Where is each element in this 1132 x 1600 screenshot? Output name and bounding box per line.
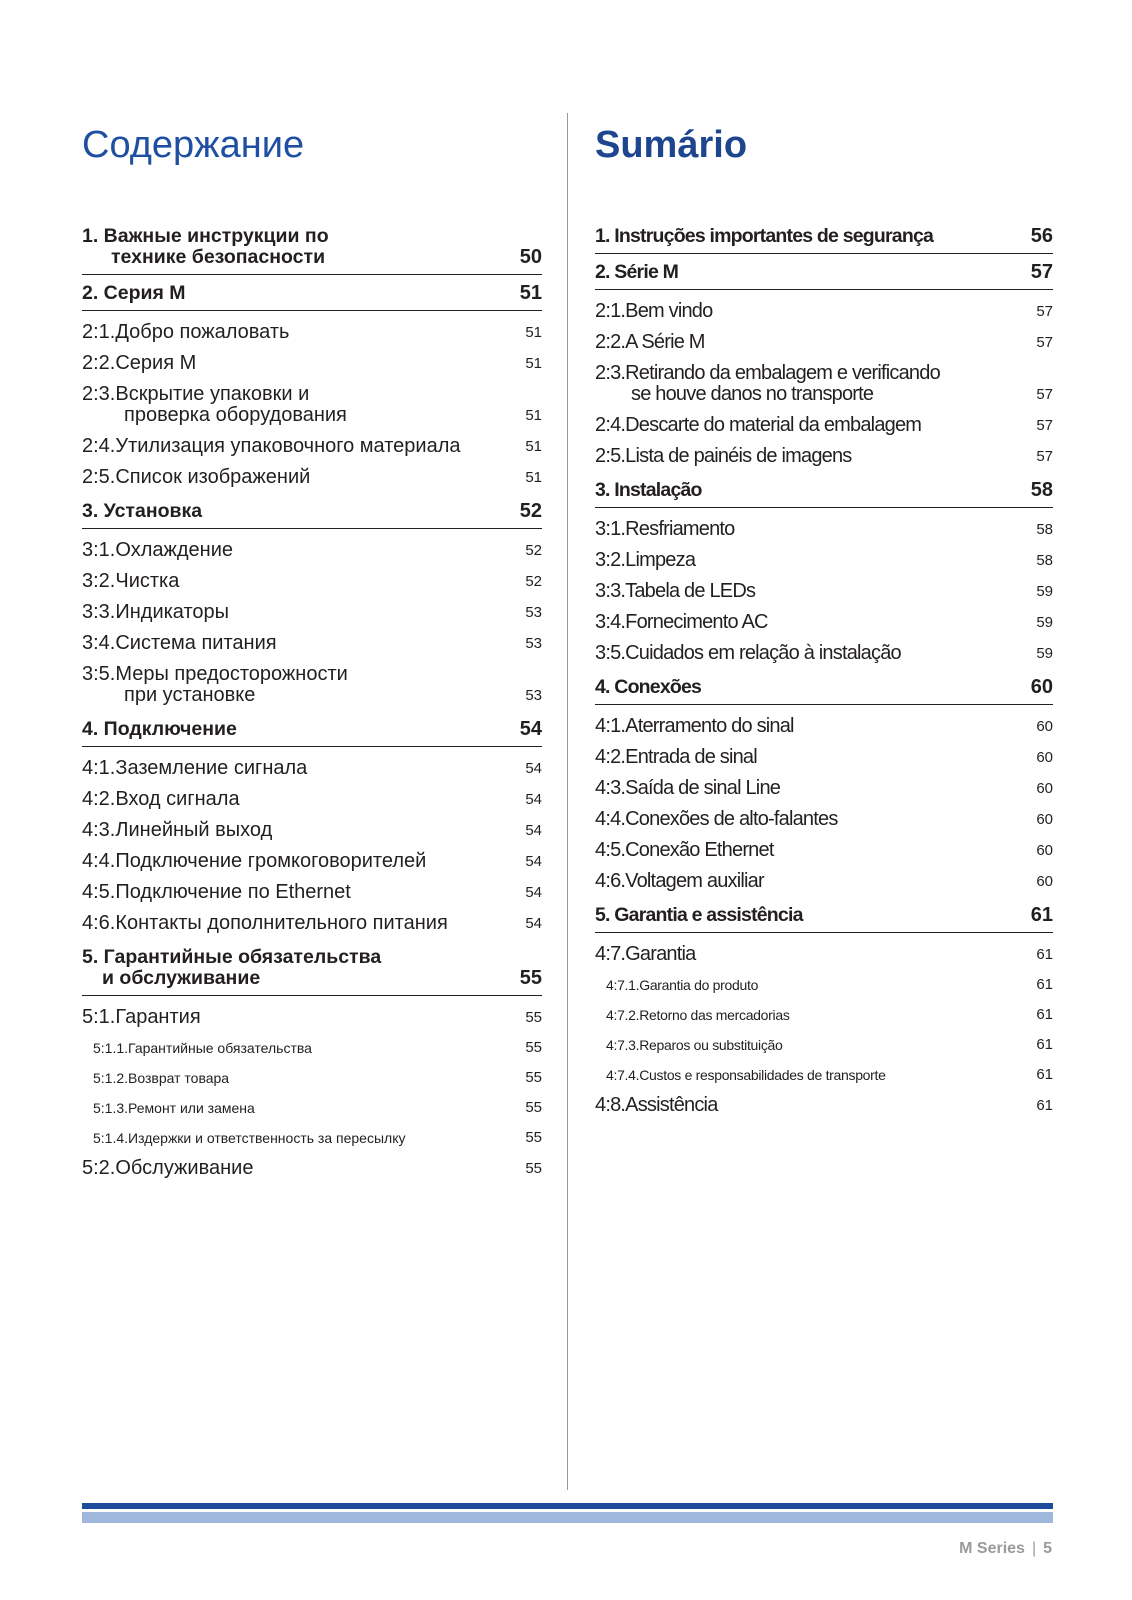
toc-section-2[interactable] <box>595 262 1053 290</box>
toc-page-number: 54 <box>525 791 542 808</box>
toc-subitem-label: 4:7.3.Reparos ou substituição <box>606 1037 783 1053</box>
toc-page-number: 55 <box>519 967 542 989</box>
toc-page-number: 61 <box>1030 904 1053 926</box>
toc-section-label: 4. Conexões <box>595 676 702 698</box>
toc-subitem[interactable] <box>595 970 1053 1000</box>
toc-section-label: 2. Серия M <box>82 282 186 304</box>
toc-item[interactable] <box>595 804 1053 835</box>
toc-section-label: 1. Важные инструкции по <box>82 225 329 247</box>
toc-page-number: 50 <box>519 246 542 268</box>
toc-item-label: 5:1.Гарантия <box>82 1006 201 1028</box>
toc-item-label: 4:5.Conexão Ethernet <box>595 839 774 861</box>
toc-page-number: 52 <box>519 500 542 522</box>
toc-page-number: 58 <box>1030 479 1053 501</box>
toc-item-label: 2:5.Список изображений <box>82 466 311 488</box>
toc-item-label-cont: при установке <box>124 684 256 706</box>
toc-page-number: 60 <box>1036 749 1053 766</box>
toc-section-label-cont: и обслуживание <box>102 967 261 989</box>
toc-item[interactable] <box>595 514 1053 545</box>
toc-item[interactable] <box>82 597 542 628</box>
toc-page-number: 61 <box>1036 976 1053 993</box>
toc-item-label: 3:5.Меры предосторожности <box>82 663 348 685</box>
toc-section-2[interactable] <box>82 283 542 311</box>
toc-item-label: 4:1.Aterramento do sinal <box>595 715 794 737</box>
toc-subitem-label: 5:1.4.Издержки и ответственность за пересылку <box>93 1130 406 1146</box>
toc-list-russian <box>82 226 542 1184</box>
toc-item-label-cont: проверка оборудования <box>124 404 347 426</box>
toc-page-number: 51 <box>525 469 542 486</box>
toc-item-label: 2:4.Утилизация упаковочного материала <box>82 435 461 457</box>
toc-section-4[interactable] <box>82 719 542 747</box>
toc-subitem-label: 4:7.2.Retorno das mercadorias <box>606 1007 790 1023</box>
toc-item[interactable] <box>82 877 542 908</box>
toc-item-label: 3:2.Чистка <box>82 570 180 592</box>
toc-page-number: 55 <box>525 1129 542 1146</box>
toc-page-number: 61 <box>1036 946 1053 963</box>
toc-subitem-label: 4:7.4.Custos e responsabilidades de transporte <box>606 1067 886 1083</box>
toc-item-label: 2:1.Bem vindo <box>595 300 713 322</box>
toc-page-number: 57 <box>1030 261 1053 283</box>
toc-item-label: 2:3.Retirando da embalagem e verificando <box>595 362 940 384</box>
footer-separator: | <box>1031 1540 1037 1557</box>
toc-page-number: 53 <box>525 687 542 704</box>
toc-page-number: 55 <box>525 1069 542 1086</box>
toc-page-number: 59 <box>1036 583 1053 600</box>
toc-item-label: 4:3.Saída de sinal Line <box>595 777 781 799</box>
toc-item-label: 2:2.A Série M <box>595 331 705 353</box>
toc-page-number: 57 <box>1036 448 1053 465</box>
toc-page-number: 61 <box>1036 1036 1053 1053</box>
toc-item[interactable] <box>595 866 1053 897</box>
footer-bar-light <box>82 1512 1053 1523</box>
toc-item[interactable] <box>595 835 1053 866</box>
toc-page-number: 57 <box>1036 386 1053 403</box>
footer-bar-dark <box>82 1503 1053 1509</box>
toc-page-number: 60 <box>1030 676 1053 698</box>
toc-section-label: 3. Instalação <box>595 479 702 501</box>
toc-item[interactable] <box>82 784 542 815</box>
page-footer <box>959 1540 1052 1558</box>
toc-page-number: 55 <box>525 1099 542 1116</box>
toc-page-number: 60 <box>1036 811 1053 828</box>
toc-page-number: 51 <box>519 282 542 304</box>
toc-page-number: 55 <box>525 1039 542 1056</box>
toc-subitem[interactable] <box>82 1093 542 1123</box>
toc-page-number: 61 <box>1036 1006 1053 1023</box>
toc-section-label-cont: технике безопасности <box>111 246 326 268</box>
toc-section-4[interactable] <box>595 677 1053 705</box>
toc-item-label: 3:1.Resfriamento <box>595 518 735 540</box>
toc-item-label: 3:4.Fornecimento AC <box>595 611 768 633</box>
toc-item[interactable] <box>82 846 542 877</box>
toc-subitem[interactable] <box>595 1060 1053 1090</box>
toc-item-label: 3:5.Cuidados em relação à instalação <box>595 642 901 664</box>
toc-page-number: 54 <box>525 822 542 839</box>
toc-page-number: 54 <box>525 915 542 932</box>
toc-page-number: 58 <box>1036 552 1053 569</box>
toc-section-3[interactable] <box>595 480 1053 508</box>
toc-page-number: 51 <box>525 324 542 341</box>
toc-item-label: 3:3.Tabela de LEDs <box>595 580 756 602</box>
footer-page-number: 5 <box>1043 1540 1052 1557</box>
toc-page-number: 60 <box>1036 780 1053 797</box>
toc-page-number: 51 <box>525 355 542 372</box>
toc-section-1[interactable] <box>595 226 1053 254</box>
toc-item[interactable] <box>595 939 1053 970</box>
toc-page-number: 59 <box>1036 614 1053 631</box>
toc-item-label: 2:2.Серия M <box>82 352 197 374</box>
toc-item-label: 3:3.Индикаторы <box>82 601 230 623</box>
toc-item[interactable] <box>82 535 542 566</box>
toc-item-label: 4:2.Вход сигнала <box>82 788 240 810</box>
toc-item[interactable] <box>595 576 1053 607</box>
toc-page-number: 54 <box>525 884 542 901</box>
toc-item[interactable] <box>595 711 1053 742</box>
toc-item[interactable] <box>82 348 542 379</box>
toc-item-label: 4:7.Garantia <box>595 943 696 965</box>
toc-subitem[interactable] <box>82 1033 542 1063</box>
toc-page-number: 52 <box>525 573 542 590</box>
toc-subitem[interactable] <box>595 1030 1053 1060</box>
toc-page-number: 61 <box>1036 1066 1053 1083</box>
toc-title-russian: Содержание <box>82 124 305 166</box>
toc-page-number: 54 <box>519 718 542 740</box>
toc-item-label: 4:4.Подключение громкоговорителей <box>82 850 427 872</box>
toc-page-number: 51 <box>525 438 542 455</box>
toc-item[interactable] <box>82 566 542 597</box>
toc-item-label: 5:2.Обслуживание <box>82 1157 254 1179</box>
toc-page-number: 53 <box>525 635 542 652</box>
toc-item-label-cont: se houve danos no transporte <box>631 383 874 405</box>
toc-item[interactable] <box>595 410 1053 441</box>
toc-subitem-label: 4:7.1.Garantia do produto <box>606 977 759 993</box>
toc-page-number: 53 <box>525 604 542 621</box>
toc-item[interactable] <box>595 358 1053 410</box>
toc-subitem-label: 5:1.1.Гарантийные обязательства <box>93 1040 312 1056</box>
toc-item-label: 4:5.Подключение по Ethernet <box>82 881 351 903</box>
toc-page-number: 60 <box>1036 873 1053 890</box>
toc-item-label: 4:2.Entrada de sinal <box>595 746 757 768</box>
toc-page-number: 55 <box>525 1160 542 1177</box>
toc-page-number: 57 <box>1036 417 1053 434</box>
toc-item-label: 2:4.Descarte do material da embalagem <box>595 414 922 436</box>
toc-section-5[interactable] <box>595 905 1053 933</box>
toc-item-label: 4:8.Assistência <box>595 1094 718 1116</box>
toc-item-label: 4:1.Заземление сигнала <box>82 757 308 779</box>
toc-item[interactable] <box>595 1090 1053 1121</box>
toc-subitem[interactable] <box>82 1123 542 1153</box>
toc-item[interactable] <box>82 753 542 784</box>
toc-page-number: 60 <box>1036 718 1053 735</box>
toc-section-1[interactable] <box>82 226 542 275</box>
toc-item[interactable] <box>595 296 1053 327</box>
toc-page-number: 56 <box>1030 225 1053 247</box>
toc-page-number: 57 <box>1036 334 1053 351</box>
toc-page-number: 54 <box>525 760 542 777</box>
toc-subitem[interactable] <box>595 1000 1053 1030</box>
toc-item-label: 3:2.Limpeza <box>595 549 696 571</box>
toc-page-number: 55 <box>525 1009 542 1026</box>
toc-item-label: 4:3.Линейный выход <box>82 819 273 841</box>
toc-item[interactable] <box>82 815 542 846</box>
toc-item[interactable] <box>82 1153 542 1184</box>
toc-page-number: 54 <box>525 853 542 870</box>
toc-item-label: 2:5.Lista de painéis de imagens <box>595 445 852 467</box>
toc-section-label: 5. Гарантийные обязательства <box>82 946 382 968</box>
toc-item[interactable] <box>595 773 1053 804</box>
toc-item[interactable] <box>82 1002 542 1033</box>
toc-section-label: 5. Garantia e assistência <box>595 904 803 926</box>
toc-title-portuguese: Sumário <box>595 124 748 166</box>
toc-item[interactable] <box>595 545 1053 576</box>
toc-list-portuguese <box>595 226 1053 1121</box>
toc-section-label: 3. Установка <box>82 500 203 522</box>
column-divider <box>567 113 568 1490</box>
toc-section-label: 2. Série M <box>595 261 679 283</box>
toc-section-5[interactable] <box>82 947 542 996</box>
toc-item[interactable] <box>82 628 542 659</box>
toc-item[interactable] <box>595 607 1053 638</box>
toc-subitem[interactable] <box>82 1063 542 1093</box>
toc-item[interactable] <box>82 379 542 431</box>
toc-item[interactable] <box>595 638 1053 669</box>
toc-section-label: 1. Instruções importantes de segurança <box>595 225 934 247</box>
toc-page-number: 60 <box>1036 842 1053 859</box>
toc-item[interactable] <box>82 317 542 348</box>
toc-page-number: 59 <box>1036 645 1053 662</box>
toc-page-number: 57 <box>1036 303 1053 320</box>
footer-series-name: M Series <box>959 1540 1025 1557</box>
toc-item[interactable] <box>595 742 1053 773</box>
toc-item[interactable] <box>82 431 542 462</box>
toc-item-label: 4:6.Voltagem auxiliar <box>595 870 764 892</box>
toc-subitem-label: 5:1.3.Ремонт или замена <box>93 1100 255 1116</box>
toc-page-number: 51 <box>525 407 542 424</box>
toc-item[interactable] <box>595 327 1053 358</box>
toc-item[interactable] <box>82 462 542 493</box>
toc-item-label: 3:1.Охлаждение <box>82 539 233 561</box>
toc-section-3[interactable] <box>82 501 542 529</box>
toc-page-number: 61 <box>1036 1097 1053 1114</box>
toc-item[interactable] <box>82 659 542 711</box>
toc-page-number: 58 <box>1036 521 1053 538</box>
toc-item-label: 2:3.Вскрытие упаковки и <box>82 383 310 405</box>
toc-item-label: 2:1.Добро пожаловать <box>82 321 290 343</box>
toc-section-label: 4. Подключение <box>82 718 237 740</box>
toc-item-label: 4:4.Conexões de alto-falantes <box>595 808 838 830</box>
toc-item[interactable] <box>595 441 1053 472</box>
toc-subitem-label: 5:1.2.Возврат товара <box>93 1070 230 1086</box>
toc-item-label: 4:6.Контакты дополнительного питания <box>82 912 448 934</box>
toc-item[interactable] <box>82 908 542 939</box>
toc-item-label: 3:4.Система питания <box>82 632 277 654</box>
toc-page-number: 52 <box>525 542 542 559</box>
